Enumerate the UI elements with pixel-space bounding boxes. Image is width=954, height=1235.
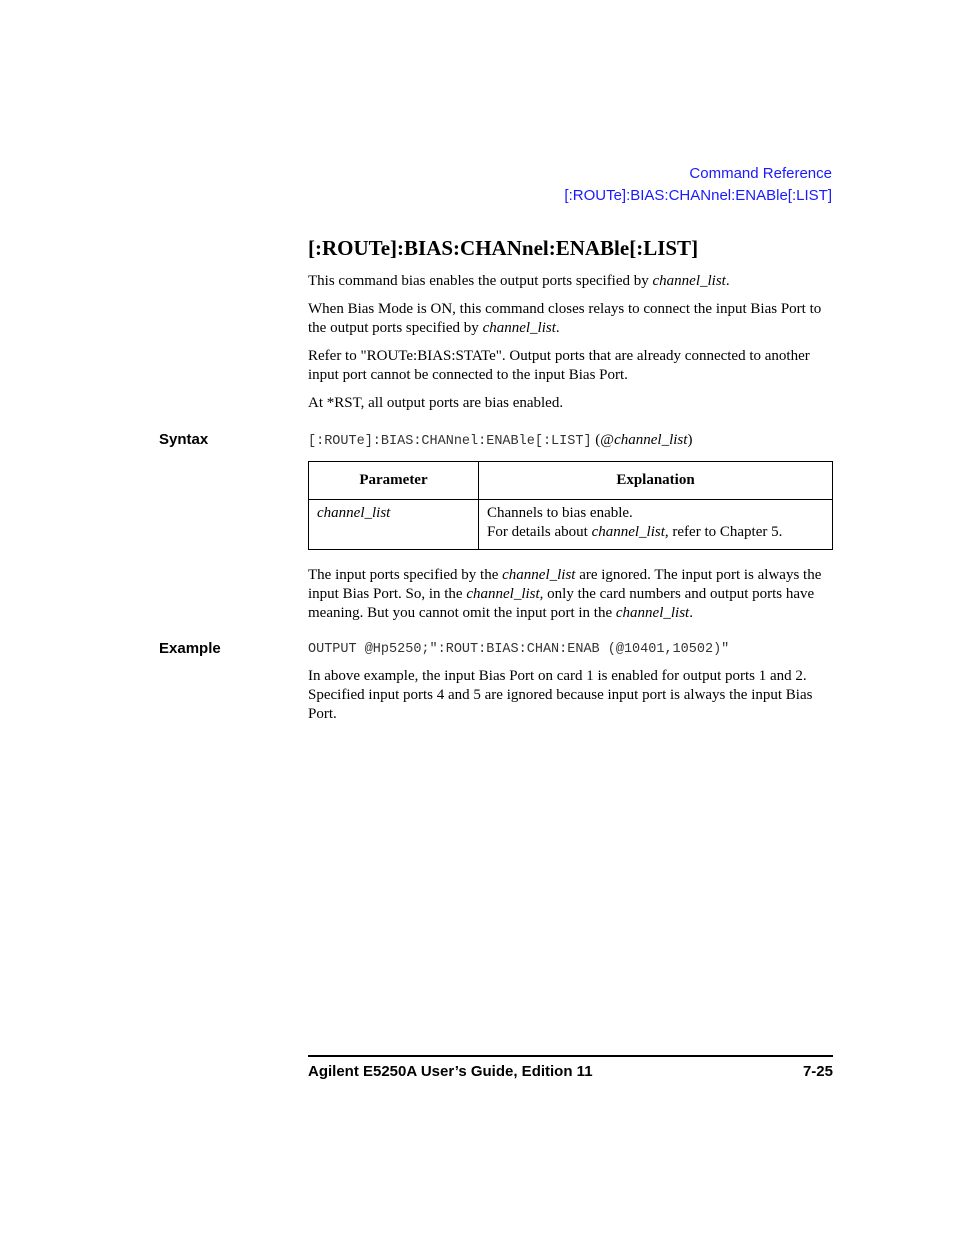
column-header-parameter: Parameter — [309, 462, 479, 500]
header-command: [:ROUTe]:BIAS:CHANnel:ENABle[:LIST] — [564, 187, 832, 204]
page-title: [:ROUTe]:BIAS:CHANnel:ENABle[:LIST] — [308, 236, 699, 260]
example-code: OUTPUT @Hp5250;":ROUT:BIAS:CHAN:ENAB (@10401,10502)" — [308, 642, 730, 657]
footer-title: Agilent E5250A User’s Guide, Edition 11 — [308, 1063, 593, 1080]
intro-paragraph-1: This command bias enables the output ports specified by channel_list. — [308, 273, 730, 289]
syntax-label: Syntax — [159, 431, 209, 448]
param-name-cell: channel_list — [309, 500, 479, 550]
param-explanation-cell: Channels to bias enable. For details about channel_list, refer to Chapter 5. — [479, 500, 833, 550]
table-row — [309, 500, 833, 550]
footer-rule — [308, 1055, 833, 1057]
syntax-line: [:ROUTe]:BIAS:CHANnel:ENABle[:LIST] (@channel_list) — [308, 432, 693, 449]
column-header-explanation: Explanation — [479, 462, 833, 500]
syntax-code: [:ROUTe]:BIAS:CHANnel:ENABle[:LIST] — [308, 434, 592, 449]
table-header-row — [309, 462, 833, 500]
header-section: Command Reference — [689, 165, 832, 182]
example-label: Example — [159, 640, 221, 657]
page-number: 7-25 — [802, 1063, 833, 1080]
parameter-table — [308, 461, 833, 550]
intro-paragraph-3: Refer to "ROUTe:BIAS:STATe". Output ports that are already connected to another input port cannot be connected to the input Bias Port. — [308, 348, 810, 383]
example-description: In above example, the input Bias Port on card 1 is enabled for output ports 1 and 2. Specified input ports 4 and 5 are ignored because input port is always the input Bias Port. — [308, 668, 813, 722]
note-paragraph: The input ports specified by the channel_list are ignored. The input port is always the input Bias Port. So, in the channel_list, only the card numbers and output ports have meaning. But you cannot omit the input port in the channel_list. — [308, 567, 822, 621]
intro-paragraph-2: When Bias Mode is ON, this command closes relays to connect the input Bias Port to the output ports specified by channel_list. — [308, 301, 822, 336]
intro-paragraph-4: At *RST, all output ports are bias enabled. — [308, 395, 564, 411]
